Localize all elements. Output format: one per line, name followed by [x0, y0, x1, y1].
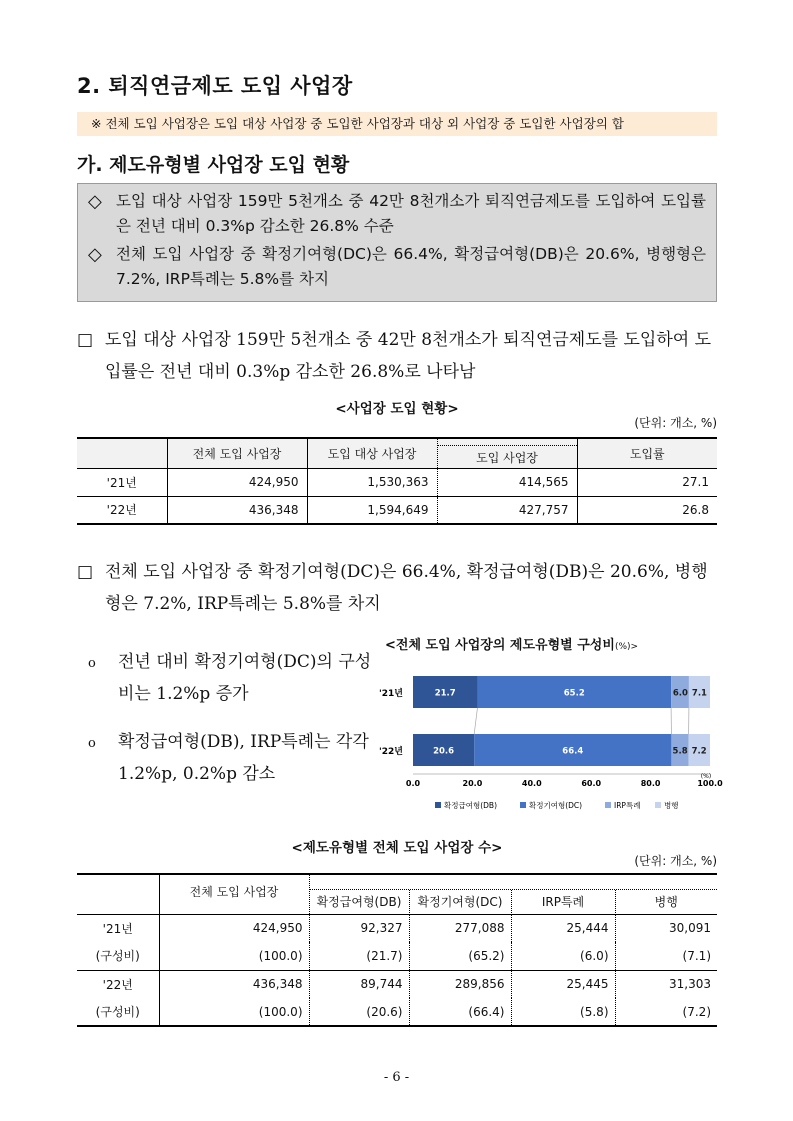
data-label: 65.2: [563, 688, 585, 699]
header-types: [309, 874, 717, 914]
header-irp: IRP특례: [512, 890, 616, 913]
legend-swatch: [520, 802, 526, 808]
table2-unit: (단위: 개소, %): [634, 854, 717, 868]
table1-unit: (단위: 개소, %): [634, 416, 717, 430]
data-label: 7.1: [691, 688, 707, 699]
data-label: 21.7: [434, 688, 456, 699]
table2-caption: <제도유형별 전체 도입 사업장 수>: [291, 840, 503, 856]
table-row: (구성비) (100.0) (21.7) (65.2) (6.0) (7.1): [77, 942, 717, 970]
x-tick-label: 80.0: [640, 779, 661, 788]
legend-swatch: [435, 802, 441, 808]
sub-title: 가. 제도유형별 사업장 도입 현황: [77, 154, 350, 176]
category-label: '22년: [379, 747, 403, 757]
header-db: 확정급여형(DB): [310, 890, 410, 913]
legend-swatch: [655, 802, 661, 808]
summary-box: [77, 183, 717, 302]
header-blank: [77, 438, 167, 468]
legend-label: IRP특례: [614, 801, 641, 810]
paragraph-2: [77, 556, 722, 620]
table-row: '22년 436,348 1,594,649 427,757 26.8: [77, 496, 717, 524]
x-tick-label: 40.0: [521, 779, 542, 788]
legend-label: 확정기여형(DC): [529, 801, 583, 810]
circle-bullet-icon: o: [88, 656, 96, 671]
paragraph-1: [77, 324, 722, 388]
header-dc: 확정기여형(DC): [410, 890, 512, 913]
chart-title: <전체 도입 사업장의 제도유형별 구성비(%)>: [385, 638, 639, 653]
paragraph-text: 전체 도입 사업장 중 확정기여형(DC)은 66.4%, 확정급여형(DB)은 20.6%, 병행형은 7.2%, IRP특례는 5.8%를 차지: [105, 562, 708, 614]
square-bullet-icon: □: [77, 562, 94, 582]
x-tick-label: 20.0: [462, 779, 483, 788]
note-box: ※ 전체 도입 사업장은 도입 대상 사업장 중 도입한 사업장과 대상 외 사업장 중 도입한 사업장의 합: [77, 112, 717, 136]
page-number: - 6 -: [383, 1070, 410, 1085]
square-bullet-icon: □: [77, 330, 94, 350]
data-label: 5.8: [672, 746, 688, 757]
legend-swatch: [605, 802, 611, 808]
legend-label: 병행: [664, 801, 679, 810]
summary-item: [88, 189, 706, 239]
legend-label: 확정급여형(DB): [444, 801, 497, 810]
summary-item: [88, 242, 706, 292]
header-blank: [77, 874, 159, 914]
x-unit-label: (%): [700, 773, 712, 780]
table-row: '21년 424,950 92,327 277,088 25,444 30,091: [77, 914, 717, 942]
paragraph-text: 도입 대상 사업장 159만 5천개소 중 42만 8천개소가 퇴직연금제도를 도입하여 도입률은 전년 대비 0.3%p 감소한 26.8%로 나타남: [105, 330, 711, 382]
section-title: 2. 퇴직연금제도 도입 사업장: [77, 74, 353, 98]
header-both: 병행: [654, 895, 678, 910]
table-row: '21년 424,950 1,530,363 414,565 27.1: [77, 468, 717, 496]
table-adoption-status: [77, 437, 717, 525]
table-type-counts: [77, 873, 717, 1027]
header-adopted: 도입 사업장: [437, 438, 577, 468]
sub-bullet-text: 전년 대비 확정기여형(DC)의 구성비는 1.2%p 증가: [118, 652, 372, 704]
data-label: 7.2: [691, 746, 707, 757]
table-row: '22년 436,348 89,744 289,856 25,445 31,303: [77, 970, 717, 998]
circle-bullet-icon: o: [88, 736, 96, 751]
stacked-bar-chart: [375, 660, 723, 820]
summary-text: 전체 도입 사업장 중 확정기여형(DC)은 66.4%, 확정급여형(DB)은 20.6%, 병행형은 7.2%, IRP특례는 5.8%를 차지: [116, 245, 706, 288]
x-tick-label: 0.0: [405, 779, 421, 788]
connector-line: [474, 708, 477, 734]
data-label: 66.4: [562, 746, 584, 757]
table1-caption: <사업장 도입 현황>: [335, 401, 459, 417]
sub-bullet-text: 확정급여형(DB), IRP특례는 각각 1.2%p, 0.2%p 감소: [118, 732, 369, 784]
summary-text: 도입 대상 사업장 159만 5천개소 중 42만 8천개소가 퇴직연금제도를 도입하여 도입률은 전년 대비 0.3%p 감소한 26.8% 수준: [116, 192, 706, 235]
x-tick-label: 100.0: [697, 779, 723, 788]
diamond-icon: ◇: [88, 191, 102, 212]
diamond-icon: ◇: [88, 244, 102, 265]
table-row: (구성비) (100.0) (20.6) (66.4) (5.8) (7.2): [77, 998, 717, 1026]
sub-bullet-2: [88, 726, 378, 790]
header-total: 전체 도입 사업장: [167, 438, 307, 468]
header-rate: 도입률: [629, 446, 665, 461]
sub-bullet-1: [88, 646, 378, 710]
data-label: 20.6: [433, 746, 455, 757]
header-target: 도입 대상 사업장: [307, 438, 437, 468]
header-total: 전체 도입 사업장: [159, 874, 309, 914]
x-tick-label: 60.0: [581, 779, 602, 788]
data-label: 6.0: [672, 688, 688, 699]
category-label: '21년: [379, 689, 403, 699]
